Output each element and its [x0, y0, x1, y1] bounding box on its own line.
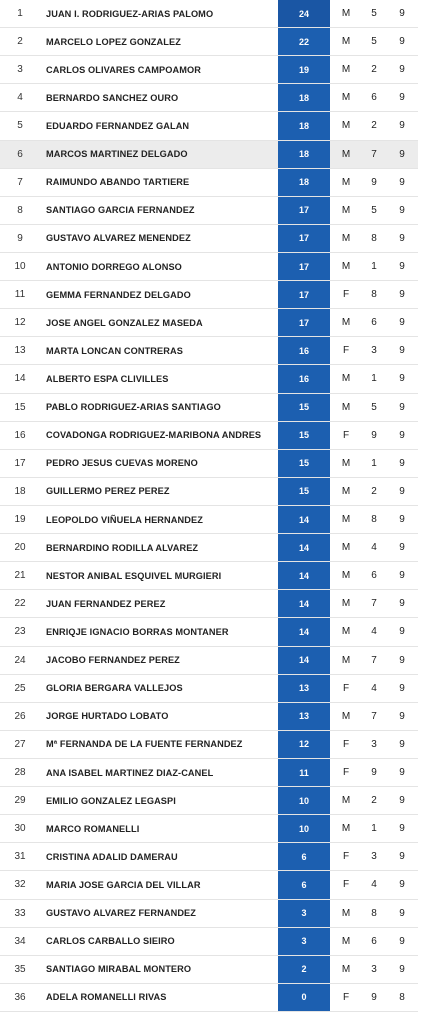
table-row[interactable]	[0, 506, 418, 534]
stat-cell-b: 9	[399, 710, 405, 722]
table-row[interactable]	[0, 618, 418, 646]
gender-cell: M	[341, 570, 351, 582]
gender-cell: F	[342, 851, 350, 863]
stat-cell-b: 9	[399, 485, 405, 497]
points-badge: 15	[278, 478, 330, 505]
player-name-cell: GUSTAVO ALVAREZ FERNANDEZ	[46, 908, 197, 919]
points-badge: 17	[278, 197, 330, 224]
stat-cell-a: 1	[371, 373, 377, 385]
stat-cell-a: 8	[371, 514, 377, 526]
points-badge: 17	[278, 309, 330, 336]
stat-cell-a: 7	[371, 654, 377, 666]
points-badge: 16	[278, 337, 330, 364]
gender-cell: F	[342, 879, 350, 891]
gender-cell: F	[342, 738, 350, 750]
table-row[interactable]	[0, 450, 418, 478]
position-cell: 1	[17, 8, 23, 20]
table-row[interactable]	[0, 787, 418, 815]
player-name-cell: CRISTINA ADALID DAMERAU	[46, 851, 178, 862]
table-row[interactable]	[0, 956, 418, 984]
points-badge: 14	[278, 618, 330, 645]
stat-cell-b: 9	[399, 682, 405, 694]
points-badge: 14	[278, 506, 330, 533]
player-name-cell: GLORIA BERGARA VALLEJOS	[46, 683, 183, 694]
position-cell: 29	[14, 795, 26, 807]
points-badge: 3	[278, 928, 330, 955]
player-name-cell: CARLOS CARBALLO SIEIRO	[46, 936, 175, 947]
table-row[interactable]	[0, 478, 418, 506]
player-name-cell: JACOBO FERNANDEZ PEREZ	[46, 655, 180, 666]
position-cell: 6	[17, 148, 23, 160]
stat-cell-a: 8	[371, 289, 377, 301]
table-row[interactable]	[0, 562, 418, 590]
stat-cell-b: 9	[399, 457, 405, 469]
gender-cell: F	[342, 345, 350, 357]
stat-cell-a: 4	[371, 542, 377, 554]
position-cell: 21	[14, 570, 26, 582]
points-badge: 15	[278, 422, 330, 449]
gender-cell: M	[341, 232, 351, 244]
gender-cell: M	[341, 8, 351, 20]
points-badge: 10	[278, 815, 330, 842]
gender-cell: M	[341, 963, 351, 975]
points-badge: 2	[278, 956, 330, 983]
stat-cell-b: 9	[399, 879, 405, 891]
table-row[interactable]	[0, 675, 418, 703]
table-row[interactable]	[0, 928, 418, 956]
position-cell: 16	[14, 429, 26, 441]
table-row[interactable]	[0, 84, 418, 112]
player-name-cell: MARCO ROMANELLI	[46, 823, 140, 834]
stat-cell-b: 9	[399, 92, 405, 104]
stat-cell-b: 9	[399, 823, 405, 835]
position-cell: 22	[14, 598, 26, 610]
table-row[interactable]	[0, 365, 418, 393]
stat-cell-b: 8	[399, 991, 405, 1003]
stat-cell-b: 9	[399, 598, 405, 610]
stat-cell-b: 9	[399, 36, 405, 48]
position-cell: 17	[14, 457, 26, 469]
position-cell: 9	[17, 232, 23, 244]
stat-cell-b: 9	[399, 401, 405, 413]
gender-cell: F	[342, 682, 350, 694]
gender-cell: M	[341, 542, 351, 554]
points-badge: 0	[278, 984, 330, 1011]
points-badge: 18	[278, 141, 330, 168]
position-cell: 31	[14, 851, 26, 863]
table-row[interactable]	[0, 394, 418, 422]
stat-cell-a: 9	[371, 991, 377, 1003]
player-name-cell: ENRIQJE IGNACIO BORRAS MONTANER	[46, 626, 229, 637]
stat-cell-a: 8	[371, 232, 377, 244]
player-name-cell: ANTONIO DORREGO ALONSO	[46, 261, 182, 272]
position-cell: 25	[14, 682, 26, 694]
stat-cell-b: 9	[399, 345, 405, 357]
position-cell: 15	[14, 401, 26, 413]
player-name-cell: GUSTAVO ALVAREZ MENENDEZ	[46, 233, 191, 244]
table-row[interactable]	[0, 141, 418, 169]
points-badge: 15	[278, 394, 330, 421]
position-cell: 10	[14, 261, 26, 273]
stat-cell-a: 8	[371, 907, 377, 919]
points-badge: 18	[278, 169, 330, 196]
table-row[interactable]	[0, 112, 418, 140]
gender-cell: F	[342, 991, 350, 1003]
points-badge: 13	[278, 703, 330, 730]
stat-cell-b: 9	[399, 851, 405, 863]
points-badge: 6	[278, 871, 330, 898]
player-name-cell: NESTOR ANIBAL ESQUIVEL MURGIERI	[46, 570, 222, 581]
stat-cell-a: 4	[371, 879, 377, 891]
stat-cell-b: 9	[399, 373, 405, 385]
stat-cell-b: 9	[399, 795, 405, 807]
points-badge: 3	[278, 900, 330, 927]
points-badge: 11	[278, 759, 330, 786]
gender-cell: M	[341, 485, 351, 497]
stat-cell-a: 7	[371, 598, 377, 610]
stat-cell-a: 2	[371, 64, 377, 76]
position-cell: 32	[14, 879, 26, 891]
points-badge: 14	[278, 562, 330, 589]
stat-cell-b: 9	[399, 64, 405, 76]
position-cell: 34	[14, 935, 26, 947]
player-name-cell: JORGE HURTADO LOBATO	[46, 711, 169, 722]
stat-cell-a: 6	[371, 935, 377, 947]
table-row[interactable]	[0, 759, 418, 787]
player-name-cell: GUILLERMO PEREZ PEREZ	[46, 486, 170, 497]
table-row[interactable]	[0, 309, 418, 337]
player-name-cell: ALBERTO ESPA CLIVILLES	[46, 373, 169, 384]
player-name-cell: MARTA LONCAN CONTRERAS	[46, 345, 183, 356]
player-name-cell: SANTIAGO GARCIA FERNANDEZ	[46, 205, 195, 216]
player-name-cell: MARIA JOSE GARCIA DEL VILLAR	[46, 879, 201, 890]
player-name-cell: BERNARDO SANCHEZ OURO	[46, 92, 179, 103]
stat-cell-b: 9	[399, 232, 405, 244]
stat-cell-a: 6	[371, 570, 377, 582]
position-cell: 28	[14, 767, 26, 778]
stat-cell-b: 9	[399, 176, 405, 188]
stat-cell-a: 2	[371, 795, 377, 807]
gender-cell: M	[341, 514, 351, 526]
stat-cell-b: 9	[399, 204, 405, 216]
stat-cell-a: 9	[371, 767, 377, 778]
stat-cell-a: 5	[371, 8, 377, 20]
table-row[interactable]	[0, 28, 418, 56]
stat-cell-b: 9	[399, 289, 405, 301]
points-badge: 18	[278, 112, 330, 139]
gender-cell: M	[341, 317, 351, 329]
player-name-cell: MARCOS MARTINEZ DELGADO	[46, 149, 188, 160]
player-name-cell: MARCELO LOPEZ GONZALEZ	[46, 36, 181, 47]
gender-cell: M	[341, 176, 351, 188]
stat-cell-a: 6	[371, 92, 377, 104]
player-name-cell: EMILIO GONZALEZ LEGASPI	[46, 795, 176, 806]
player-name-cell: JUAN I. RODRIGUEZ-ARIAS PALOMO	[46, 8, 214, 19]
position-cell: 3	[17, 64, 23, 76]
stat-cell-a: 4	[371, 682, 377, 694]
position-cell: 14	[14, 373, 26, 385]
table-row[interactable]	[0, 422, 418, 450]
stat-cell-a: 1	[371, 457, 377, 469]
position-cell: 35	[14, 963, 26, 975]
position-cell: 12	[14, 317, 26, 329]
points-badge: 18	[278, 84, 330, 111]
table-row[interactable]	[0, 56, 418, 84]
stat-cell-a: 3	[371, 851, 377, 863]
player-name-cell: PEDRO JESUS CUEVAS MORENO	[46, 458, 198, 469]
player-name-cell: EDUARDO FERNANDEZ GALAN	[46, 120, 190, 131]
stat-cell-b: 9	[399, 626, 405, 638]
position-cell: 27	[14, 738, 26, 750]
stat-cell-a: 7	[371, 148, 377, 160]
stat-cell-b: 9	[399, 429, 405, 441]
gender-cell: M	[341, 148, 351, 160]
table-row[interactable]	[0, 731, 418, 759]
player-name-cell: JOSE ANGEL GONZALEZ MASEDA	[46, 317, 203, 328]
table-row[interactable]	[0, 843, 418, 871]
player-name-cell: Mª FERNANDA DE LA FUENTE FERNANDEZ	[46, 739, 243, 750]
stat-cell-b: 9	[399, 317, 405, 329]
table-row[interactable]	[0, 984, 418, 1012]
table-row[interactable]	[0, 703, 418, 731]
gender-cell: F	[342, 289, 350, 301]
table-row[interactable]	[0, 169, 418, 197]
stat-cell-b: 9	[399, 767, 405, 778]
points-badge: 19	[278, 56, 330, 83]
points-badge: 17	[278, 281, 330, 308]
stat-cell-a: 3	[371, 738, 377, 750]
gender-cell: F	[342, 767, 350, 778]
position-cell: 26	[14, 710, 26, 722]
gender-cell: M	[341, 710, 351, 722]
points-badge: 13	[278, 675, 330, 702]
points-badge: 12	[278, 731, 330, 758]
stat-cell-a: 5	[371, 204, 377, 216]
stat-cell-a: 6	[371, 317, 377, 329]
stat-cell-a: 1	[371, 823, 377, 835]
table-row[interactable]	[0, 253, 418, 281]
gender-cell: M	[341, 907, 351, 919]
position-cell: 4	[17, 92, 23, 104]
points-badge: 14	[278, 647, 330, 674]
stat-cell-a: 3	[371, 345, 377, 357]
points-badge: 10	[278, 787, 330, 814]
player-name-cell: ADELA ROMANELLI RIVAS	[46, 992, 167, 1003]
position-cell: 2	[17, 36, 23, 48]
player-name-cell: CARLOS OLIVARES CAMPOAMOR	[46, 64, 201, 75]
gender-cell: M	[341, 598, 351, 610]
position-cell: 7	[17, 176, 23, 188]
position-cell: 5	[17, 120, 23, 132]
table-row[interactable]	[0, 871, 418, 899]
points-badge: 17	[278, 225, 330, 252]
stat-cell-b: 9	[399, 570, 405, 582]
gender-cell: M	[341, 823, 351, 835]
player-name-cell: LEOPOLDO VIÑUELA HERNANDEZ	[46, 514, 203, 525]
position-cell: 36	[14, 991, 26, 1003]
position-cell: 30	[14, 823, 26, 835]
points-badge: 16	[278, 365, 330, 392]
table-row[interactable]	[0, 900, 418, 928]
gender-cell: F	[342, 429, 350, 441]
gender-cell: M	[341, 120, 351, 132]
points-badge: 14	[278, 534, 330, 561]
player-name-cell: JUAN FERNANDEZ PEREZ	[46, 598, 166, 609]
gender-cell: M	[341, 204, 351, 216]
player-name-cell: PABLO RODRIGUEZ-ARIAS SANTIAGO	[46, 402, 221, 413]
stat-cell-a: 2	[371, 120, 377, 132]
stat-cell-b: 9	[399, 654, 405, 666]
stat-cell-a: 9	[371, 176, 377, 188]
gender-cell: M	[341, 457, 351, 469]
points-badge: 24	[278, 0, 330, 27]
player-name-cell: SANTIAGO MIRABAL MONTERO	[46, 964, 192, 975]
points-badge: 15	[278, 450, 330, 477]
points-badge: 17	[278, 253, 330, 280]
table-row[interactable]	[0, 281, 418, 309]
stat-cell-a: 5	[371, 401, 377, 413]
stat-cell-b: 9	[399, 738, 405, 750]
stat-cell-a: 7	[371, 710, 377, 722]
stat-cell-a: 2	[371, 485, 377, 497]
table-row[interactable]	[0, 0, 418, 28]
points-badge: 22	[278, 28, 330, 55]
stat-cell-a: 3	[371, 963, 377, 975]
table-row[interactable]	[0, 815, 418, 843]
stat-cell-b: 9	[399, 935, 405, 947]
player-name-cell: COVADONGA RODRIGUEZ-MARIBONA ANDRES	[46, 430, 262, 441]
stat-cell-b: 9	[399, 8, 405, 20]
gender-cell: M	[341, 36, 351, 48]
table-row[interactable]	[0, 590, 418, 618]
table-row[interactable]	[0, 647, 418, 675]
gender-cell: M	[341, 795, 351, 807]
points-badge: 14	[278, 590, 330, 617]
stat-cell-a: 9	[371, 429, 377, 441]
position-cell: 33	[14, 907, 26, 919]
position-cell: 19	[14, 514, 26, 526]
player-name-cell: ANA ISABEL MARTINEZ DIAZ-CANEL	[46, 767, 214, 778]
position-cell: 11	[14, 289, 26, 301]
position-cell: 8	[17, 204, 23, 216]
stat-cell-b: 9	[399, 120, 405, 132]
stat-cell-a: 4	[371, 626, 377, 638]
gender-cell: M	[341, 92, 351, 104]
player-name-cell: BERNARDINO RODILLA ALVAREZ	[46, 542, 199, 553]
points-badge: 6	[278, 843, 330, 870]
position-cell: 13	[14, 345, 26, 357]
stat-cell-b: 9	[399, 514, 405, 526]
stat-cell-b: 9	[399, 261, 405, 273]
position-cell: 24	[14, 654, 26, 666]
player-name-cell: RAIMUNDO ABANDO TARTIERE	[46, 177, 190, 188]
stat-cell-b: 9	[399, 542, 405, 554]
table-row[interactable]	[0, 534, 418, 562]
position-cell: 20	[14, 542, 26, 554]
gender-cell: M	[341, 935, 351, 947]
position-cell: 18	[14, 485, 26, 497]
position-cell: 23	[14, 626, 26, 638]
stat-cell-a: 1	[371, 261, 377, 273]
stat-cell-b: 9	[399, 148, 405, 160]
gender-cell: M	[341, 401, 351, 413]
gender-cell: M	[341, 654, 351, 666]
player-name-cell: GEMMA FERNANDEZ DELGADO	[46, 289, 191, 300]
table-row[interactable]	[0, 337, 418, 365]
gender-cell: M	[341, 64, 351, 76]
stat-cell-b: 9	[399, 963, 405, 975]
stat-cell-a: 5	[371, 36, 377, 48]
table-row[interactable]	[0, 225, 418, 253]
gender-cell: M	[341, 373, 351, 385]
table-row[interactable]	[0, 197, 418, 225]
gender-cell: M	[341, 261, 351, 273]
stat-cell-b: 9	[399, 907, 405, 919]
gender-cell: M	[341, 626, 351, 638]
